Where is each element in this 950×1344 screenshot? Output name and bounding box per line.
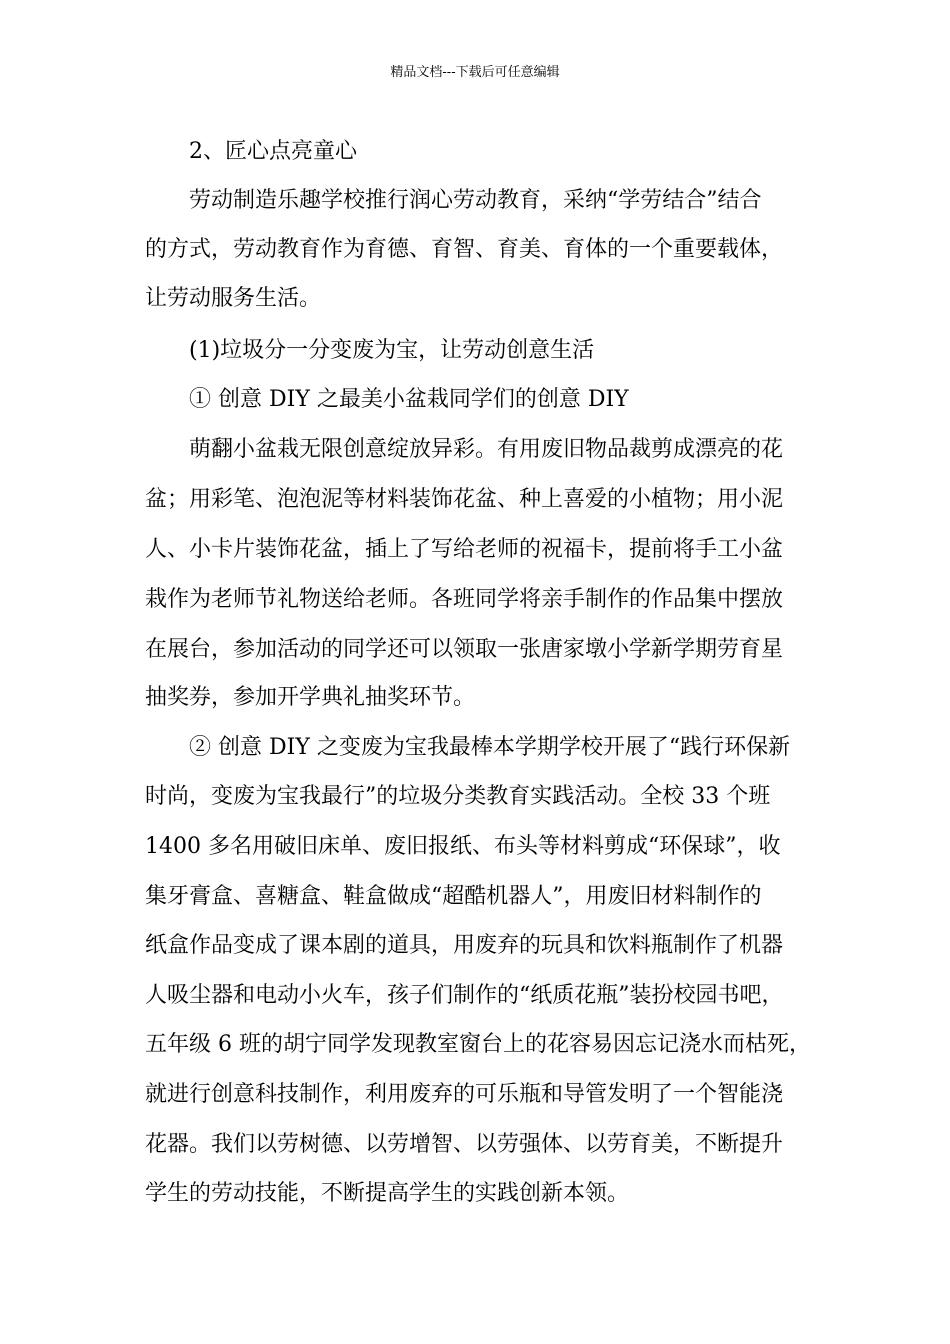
paragraph-line: 时尚，变废为宝我最行”的垃圾分类教育实践活动。全校 33 个班 xyxy=(145,784,771,809)
paragraph-line: 就进行创意科技制作，利用废弃的可乐瓶和导管发明了一个智能浇 xyxy=(145,1082,784,1107)
paragraph-line: 抽奖券，参加开学典礼抽奖环节。 xyxy=(145,685,476,710)
paragraph-line: 五年级 6 班的胡宁同学发现教室窗台上的花容易因忘记浇水而枯死， xyxy=(145,1032,811,1057)
paragraph-line: 人、小卡片装饰花盆，插上了写给老师的祝福卡，提前将手工小盆 xyxy=(145,537,784,562)
subsection-heading: ① 创意 DIY 之最美小盆栽同学们的创意 DIY xyxy=(189,387,629,412)
subsection-heading: (1)垃圾分一分变废为宝，让劳动创意生活 xyxy=(189,338,595,363)
paragraph-line: 让劳动服务生活。 xyxy=(145,286,322,311)
paragraph-line: 盆；用彩笔、泡泡泥等材料装饰花盆、种上喜爱的小植物；用小泥 xyxy=(145,487,784,512)
paragraph-line: 萌翻小盆栽无限创意绽放异彩。有用废旧物品裁剪成漂亮的花 xyxy=(189,437,784,462)
paragraph-line: 纸盒作品变成了课本剧的道具，用废弃的玩具和饮料瓶制作了机器 xyxy=(145,933,784,958)
paragraph-line: 1400 多名用破旧床单、废旧报纸、布头等材料剪成“环保球”，收 xyxy=(145,834,781,859)
paragraph-line: 花器。我们以劳树德、以劳增智、以劳强体、以劳育美，不断提升 xyxy=(145,1132,784,1157)
paragraph-line: 栽作为老师节礼物送给老师。各班同学将亲手制作的作品集中摆放 xyxy=(145,587,784,612)
paragraph-line: 人吸尘器和电动小火车，孩子们制作的“纸质花瓶”装扮校园书吧， xyxy=(145,983,784,1008)
paragraph-line: 劳动制造乐趣学校推行润心劳动教育，采纳“学劳结合”结合 xyxy=(189,188,762,213)
page-header: 精品文档---下载后可任意编辑 xyxy=(390,65,560,80)
paragraph-line: 学生的劳动技能，不断提高学生的实践创新本领。 xyxy=(145,1181,630,1206)
paragraph-line: ② 创意 DIY 之变废为宝我最棒本学期学校开展了“践行环保新 xyxy=(189,735,791,760)
paragraph-line: 在展台，参加活动的同学还可以领取一张唐家墩小学新学期劳育星 xyxy=(145,637,784,662)
paragraph-line: 的方式，劳动教育作为育德、育智、育美、育体的一个重要载体， xyxy=(145,237,784,262)
paragraph-line: 集牙膏盒、喜糖盒、鞋盒做成“超酷机器人”，用废旧材料制作的 xyxy=(145,884,762,909)
section-heading: 2、匠心点亮童心 xyxy=(189,139,357,164)
